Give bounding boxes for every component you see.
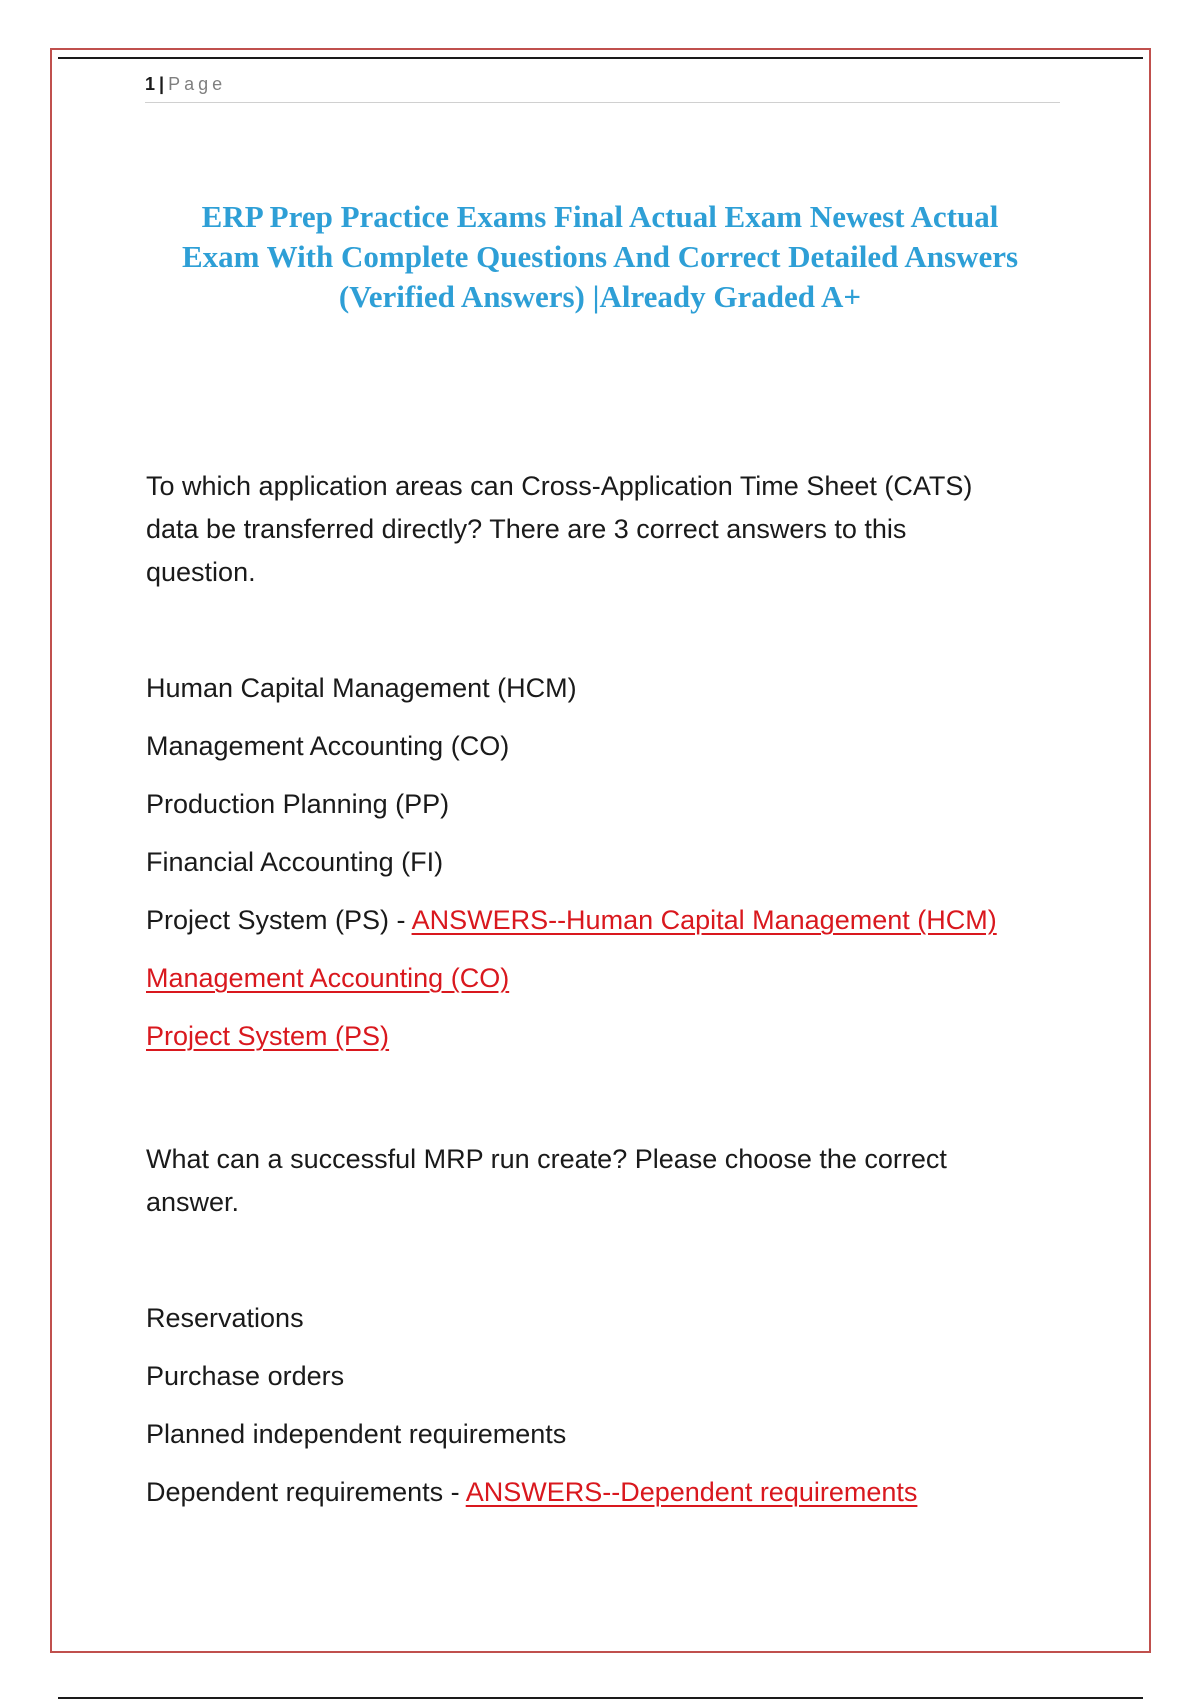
bottom-rule [58,1697,1143,1699]
q1-answer-3: Project System (PS) [146,1021,390,1051]
page-number: 1 [145,74,156,94]
q2-answer-1: ANSWERS--Dependent requirements [465,1477,918,1507]
question-1-line-1: To which application areas can Cross-Application Time Sheet (CATS) [146,471,973,501]
q2-option-4: Dependent requirements - [146,1477,466,1507]
question-2-line-1: What can a successful MRP run create? Please choose the correct [146,1144,947,1174]
question-1-text [146,465,1061,594]
top-rule [58,57,1143,59]
q1-option-4: Financial Accounting (FI) [146,847,444,877]
q1-option-1: Human Capital Management (HCM) [146,673,577,703]
title-line-2: Exam With Complete Questions And Correct Detailed Answers [181,239,1019,274]
page-header [145,72,1060,103]
document-title [140,197,1060,317]
q1-option-5: Project System (PS) - [146,905,412,935]
q2-option-1: Reservations [146,1303,304,1333]
page-label: Page [168,74,227,94]
q1-answer-2: Management Accounting (CO) [146,963,510,993]
question-2-line-2: answer. [146,1187,240,1217]
q2-option-3: Planned independent requirements [146,1419,567,1449]
q1-option-3: Production Planning (PP) [146,789,450,819]
q2-option-2: Purchase orders [146,1361,345,1391]
question-1-line-2: data be transferred directly? There are 3 correct answers to this [146,514,907,544]
title-line-1: ERP Prep Practice Exams Final Actual Exam Newest Actual [201,199,999,234]
question-1-line-3: question. [146,557,256,587]
page-separator: | [159,74,165,94]
title-line-3: (Verified Answers) |Already Graded A+ [338,279,862,314]
q1-option-5-line [146,905,997,936]
q1-option-2: Management Accounting (CO) [146,731,510,761]
question-2-text [146,1138,1061,1224]
q1-answer-1: ANSWERS--Human Capital Management (HCM) [411,905,997,935]
q2-option-4-line [146,1477,917,1508]
